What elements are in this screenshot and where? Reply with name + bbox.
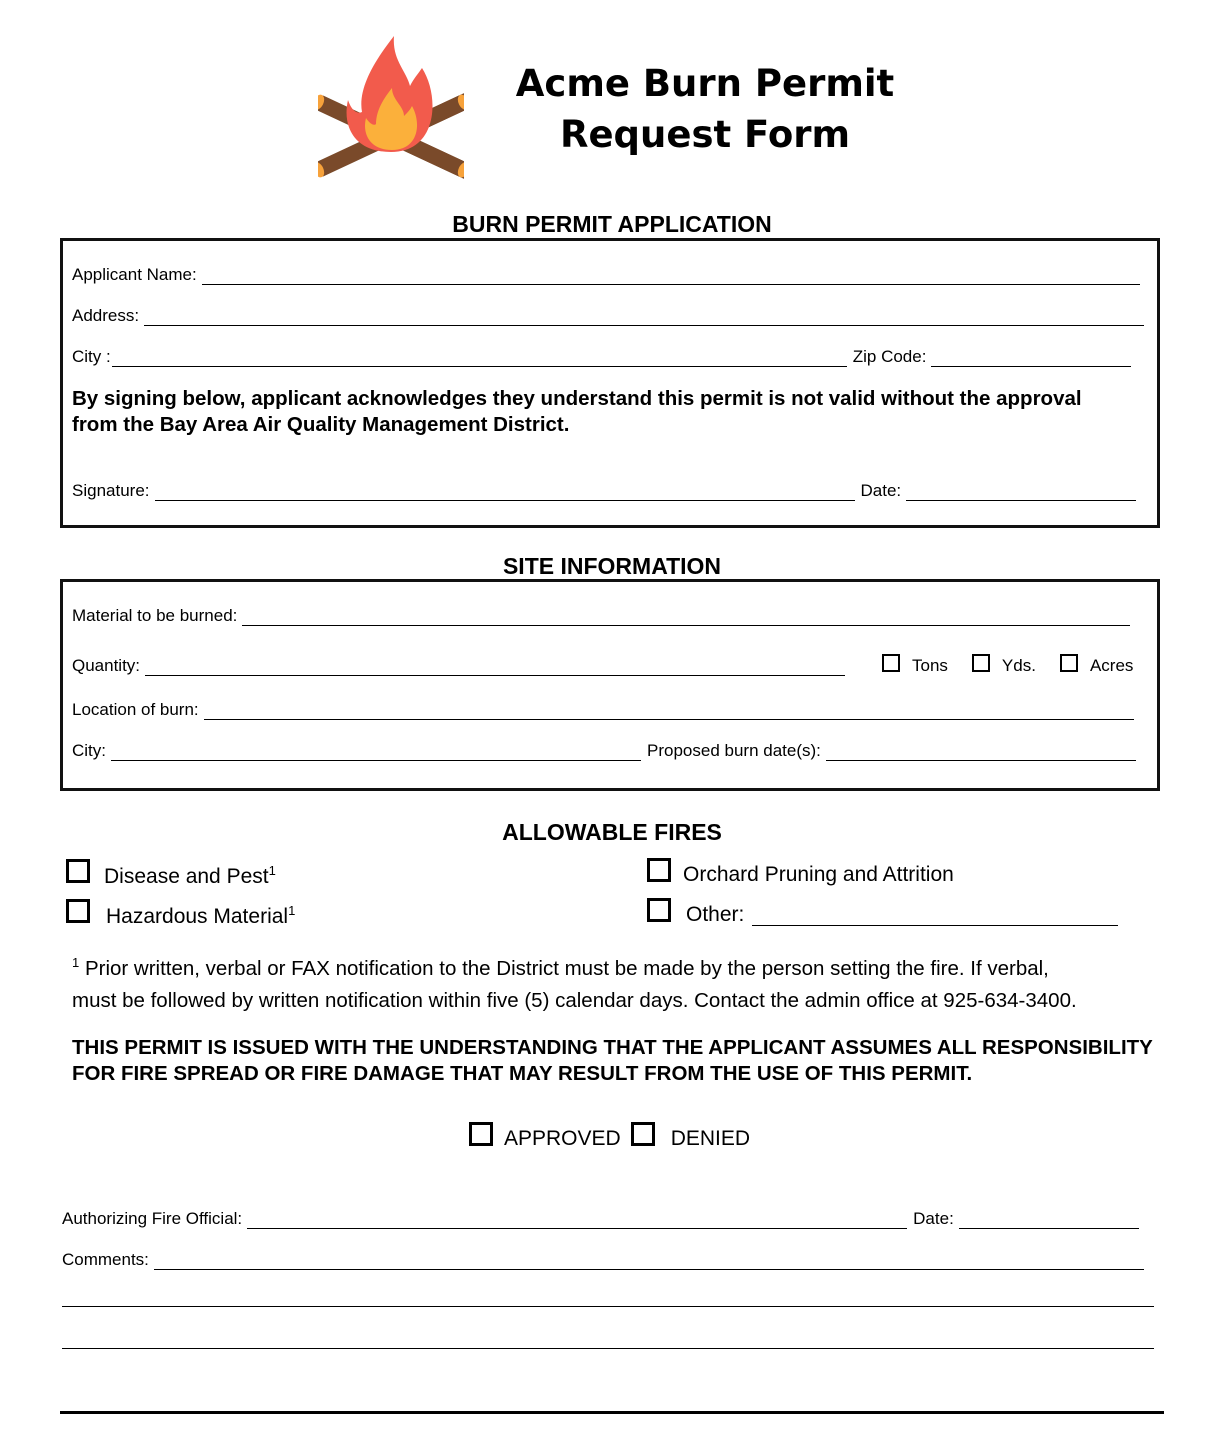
city-zip-row [72, 343, 1131, 367]
quantity-label: Quantity: [72, 656, 141, 675]
site-city-row [72, 737, 1136, 761]
city-field[interactable] [112, 348, 847, 367]
proposed-date-label: Proposed burn date(s): [647, 741, 821, 760]
location-field[interactable] [204, 701, 1134, 720]
denied-label: DENIED [670, 1127, 751, 1150]
material-row [72, 602, 1130, 626]
campfire-icon [318, 34, 464, 180]
location-label: Location of burn: [72, 700, 199, 719]
other-checkbox[interactable] [647, 898, 671, 922]
official-row [62, 1205, 1139, 1229]
comments-row [62, 1246, 1144, 1270]
location-row [72, 696, 1134, 720]
approved-label: APPROVED [504, 1127, 621, 1150]
proposed-date-field[interactable] [826, 742, 1136, 761]
fires-section-title: ALLOWABLE FIRES [502, 819, 722, 845]
comments-field[interactable] [154, 1251, 1144, 1270]
acres-label: Acres [1089, 656, 1134, 675]
applicant-name-row [72, 261, 1140, 285]
signature-field[interactable] [155, 482, 855, 501]
hazardous-option [66, 893, 295, 929]
orchard-checkbox[interactable] [647, 858, 671, 882]
footnote-line2: must be followed by written notification within five (5) calendar days. Contact the admin office at 925-634-3400. [72, 988, 1077, 1012]
city-label: City : [72, 347, 111, 366]
orchard-option [647, 853, 954, 887]
signature-label: Signature: [72, 481, 150, 500]
disease-pest-option [66, 853, 276, 889]
applicant-name-label: Applicant Name: [72, 265, 197, 284]
official-label: Authorizing Fire Official: [62, 1209, 243, 1228]
other-option [647, 893, 1118, 927]
acres-checkbox[interactable] [1060, 654, 1078, 672]
comments-label: Comments: [62, 1250, 149, 1269]
yds-label: Yds. [1001, 656, 1036, 675]
other-field[interactable] [752, 903, 1118, 926]
comments-line-3[interactable] [62, 1348, 1154, 1349]
material-label: Material to be burned: [72, 606, 238, 625]
other-label: Other: [686, 903, 745, 926]
denied-checkbox[interactable] [631, 1122, 655, 1146]
form-title-line1: Acme Burn Permit [515, 62, 895, 105]
signature-row [72, 477, 1136, 501]
address-row [72, 302, 1144, 326]
decision-options [469, 1117, 750, 1151]
approved-checkbox[interactable] [469, 1122, 493, 1146]
tons-label: Tons [912, 656, 948, 675]
signature-date-label: Date: [860, 481, 902, 500]
comments-line-2[interactable] [62, 1306, 1154, 1307]
quantity-row [72, 652, 845, 676]
responsibility-text: THIS PERMIT IS ISSUED WITH THE UNDERSTANDING THAT THE APPLICANT ASSUMES ALL RESPONSIBILITY FOR FIRE SPREAD OR FIRE DAMAGE THAT MAY RESULT FROM THE USE OF THIS PERMIT. [72, 1036, 1153, 1085]
tons-checkbox[interactable] [882, 654, 900, 672]
footnote-line1: Prior written, verbal or FAX notification to the District must be made by the person setting the fire. If verbal, [84, 956, 1049, 980]
official-date-label: Date: [913, 1209, 954, 1228]
form-title-line2: Request Form [559, 113, 851, 156]
official-field[interactable] [247, 1210, 907, 1229]
disease-pest-footnote-ref: 1 [268, 863, 276, 878]
disease-pest-label: Disease and Pest [104, 865, 269, 888]
address-field[interactable] [144, 307, 1144, 326]
quantity-field[interactable] [145, 657, 845, 676]
site-section-title: SITE INFORMATION [502, 553, 722, 579]
bottom-rule [60, 1411, 1164, 1414]
hazardous-footnote-ref: 1 [288, 903, 296, 918]
acknowledgement-text: By signing below, applicant acknowledges they understand this permit is not valid without the approval from the Bay Area Air Quality Management District. [72, 387, 1082, 436]
yds-checkbox[interactable] [972, 654, 990, 672]
form-title [500, 58, 910, 160]
zip-label: Zip Code: [852, 347, 927, 366]
official-date-field[interactable] [959, 1210, 1139, 1229]
disease-pest-checkbox[interactable] [66, 859, 90, 883]
footnote-marker: 1 [72, 955, 80, 970]
material-field[interactable] [242, 607, 1130, 626]
application-section-title: BURN PERMIT APPLICATION [452, 211, 772, 237]
footnote [72, 947, 1077, 1017]
hazardous-checkbox[interactable] [66, 899, 90, 923]
hazardous-label: Hazardous Material [106, 905, 289, 928]
site-city-label: City: [72, 741, 106, 760]
zip-field[interactable] [931, 348, 1131, 367]
site-city-field[interactable] [111, 742, 641, 761]
address-label: Address: [72, 306, 140, 325]
unit-options [882, 650, 1133, 676]
signature-date-field[interactable] [906, 482, 1136, 501]
orchard-label: Orchard Pruning and Attrition [683, 863, 954, 886]
applicant-name-field[interactable] [202, 266, 1140, 285]
